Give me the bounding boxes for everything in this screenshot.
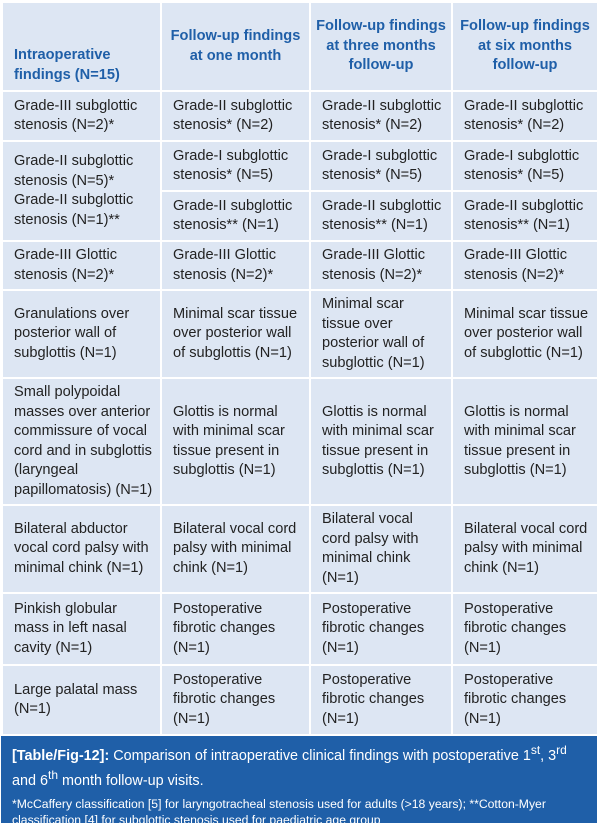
cell-one-month: Postoperative fibrotic changes (N=1) <box>161 665 310 735</box>
cell-three-months: Bilateral vocal cord palsy with minimal chink (N=1) <box>310 505 452 593</box>
cell-six-months: Grade-II subglottic stenosis* (N=2) <box>452 91 598 141</box>
table-row <box>2 505 598 593</box>
header-row <box>2 2 598 91</box>
table-row <box>2 91 598 141</box>
header-three-months: Follow-up findings at three months follow-up <box>310 2 452 91</box>
cell-intraoperative: Bilateral abductor vocal cord palsy with minimal chink (N=1) <box>2 505 161 593</box>
caption-text: , 3 <box>540 747 557 764</box>
cell-intraoperative: Granulations over posterior wall of subglottis (N=1) <box>2 290 161 378</box>
cell-three-months: Grade-III Glottic stenosis (N=2)* <box>310 241 452 290</box>
table-caption <box>1 736 597 827</box>
cell-six-months: Postoperative fibrotic changes (N=1) <box>452 665 598 735</box>
cell-one-month: Bilateral vocal cord palsy with minimal chink (N=1) <box>161 505 310 593</box>
cell-intraoperative: Large palatal mass (N=1) <box>2 665 161 735</box>
cell-intraoperative: Grade-III Glottic stenosis (N=2)* <box>2 241 161 290</box>
table-row <box>2 378 598 505</box>
caption-footnote: *McCaffery classification [5] for laryngotracheal stenosis used for adults (>18 years); **Cotton-Myer classification [4] for subglottic stenosis used for paediatric age group <box>12 796 546 827</box>
table-figure <box>1 1 597 827</box>
cell-three-months: Grade-I subglottic stenosis* (N=5) <box>310 141 452 191</box>
cell-intraoperative: Small polypoidal masses over anterior commissure of vocal cord and in subglottis (laryngeal papillomatosis) (N=1) <box>2 378 161 505</box>
caption-text: Comparison of intraoperative clinical findings with postoperative 1 <box>109 747 531 764</box>
cell-six-months: Glottis is normal with minimal scar tissue present in subglottis (N=1) <box>452 378 598 505</box>
cell-three-months: Grade-II subglottic stenosis* (N=2) <box>310 91 452 141</box>
header-intraoperative: Intraoperative findings (N=15) <box>2 2 161 91</box>
cell-one-month: Grade-III Glottic stenosis (N=2)* <box>161 241 310 290</box>
cell-three-months: Grade-II subglottic stenosis** (N=1) <box>310 191 452 241</box>
cell-one-month: Grade-II subglottic stenosis** (N=1) <box>161 191 310 241</box>
caption-sup: st <box>530 743 541 757</box>
cell-six-months: Grade-I subglottic stenosis* (N=5) <box>452 141 598 191</box>
cell-six-months: Minimal scar tissue over posterior wall of subglottic (N=1) <box>452 290 598 378</box>
caption-title <box>12 741 589 791</box>
cell-six-months: Grade-II subglottic stenosis** (N=1) <box>452 191 598 241</box>
cell-intraoperative: Grade-III subglottic stenosis (N=2)* <box>2 91 161 141</box>
findings-table <box>1 1 598 736</box>
header-six-months: Follow-up findings at six months follow-up <box>452 2 598 91</box>
cell-intraoperative: Pinkish globular mass in left nasal cavity (N=1) <box>2 593 161 665</box>
table-row <box>2 141 598 191</box>
cell-six-months: Bilateral vocal cord palsy with minimal chink (N=1) <box>452 505 598 593</box>
cell-three-months: Postoperative fibrotic changes (N=1) <box>310 665 452 735</box>
table-row <box>2 665 598 735</box>
table-row <box>2 241 598 290</box>
cell-intraoperative: Grade-II subglottic stenosis (N=5)* Grade-II subglottic stenosis (N=1)** <box>2 141 161 241</box>
cell-six-months: Postoperative fibrotic changes (N=1) <box>452 593 598 665</box>
caption-text: month follow-up visits. <box>58 772 204 789</box>
caption-text: and 6 <box>12 772 49 789</box>
table-row <box>2 593 598 665</box>
cell-one-month: Minimal scar tissue over posterior wall of subglottis (N=1) <box>161 290 310 378</box>
header-one-month: Follow-up findings at one month <box>161 2 310 91</box>
caption-sup: rd <box>556 743 567 757</box>
cell-one-month: Grade-II subglottic stenosis* (N=2) <box>161 91 310 141</box>
cell-three-months: Postoperative fibrotic changes (N=1) <box>310 593 452 665</box>
table-row <box>2 290 598 378</box>
cell-three-months: Minimal scar tissue over posterior wall of subglottic (N=1) <box>310 290 452 378</box>
caption-label: [Table/Fig-12]: <box>12 747 110 764</box>
cell-three-months: Glottis is normal with minimal scar tissue present in subglottis (N=1) <box>310 378 452 505</box>
cell-one-month: Postoperative fibrotic changes (N=1) <box>161 593 310 665</box>
cell-one-month: Glottis is normal with minimal scar tissue present in subglottis (N=1) <box>161 378 310 505</box>
caption-sup: th <box>48 767 59 782</box>
cell-one-month: Grade-I subglottic stenosis* (N=5) <box>161 141 310 191</box>
cell-six-months: Grade-III Glottic stenosis (N=2)* <box>452 241 598 290</box>
